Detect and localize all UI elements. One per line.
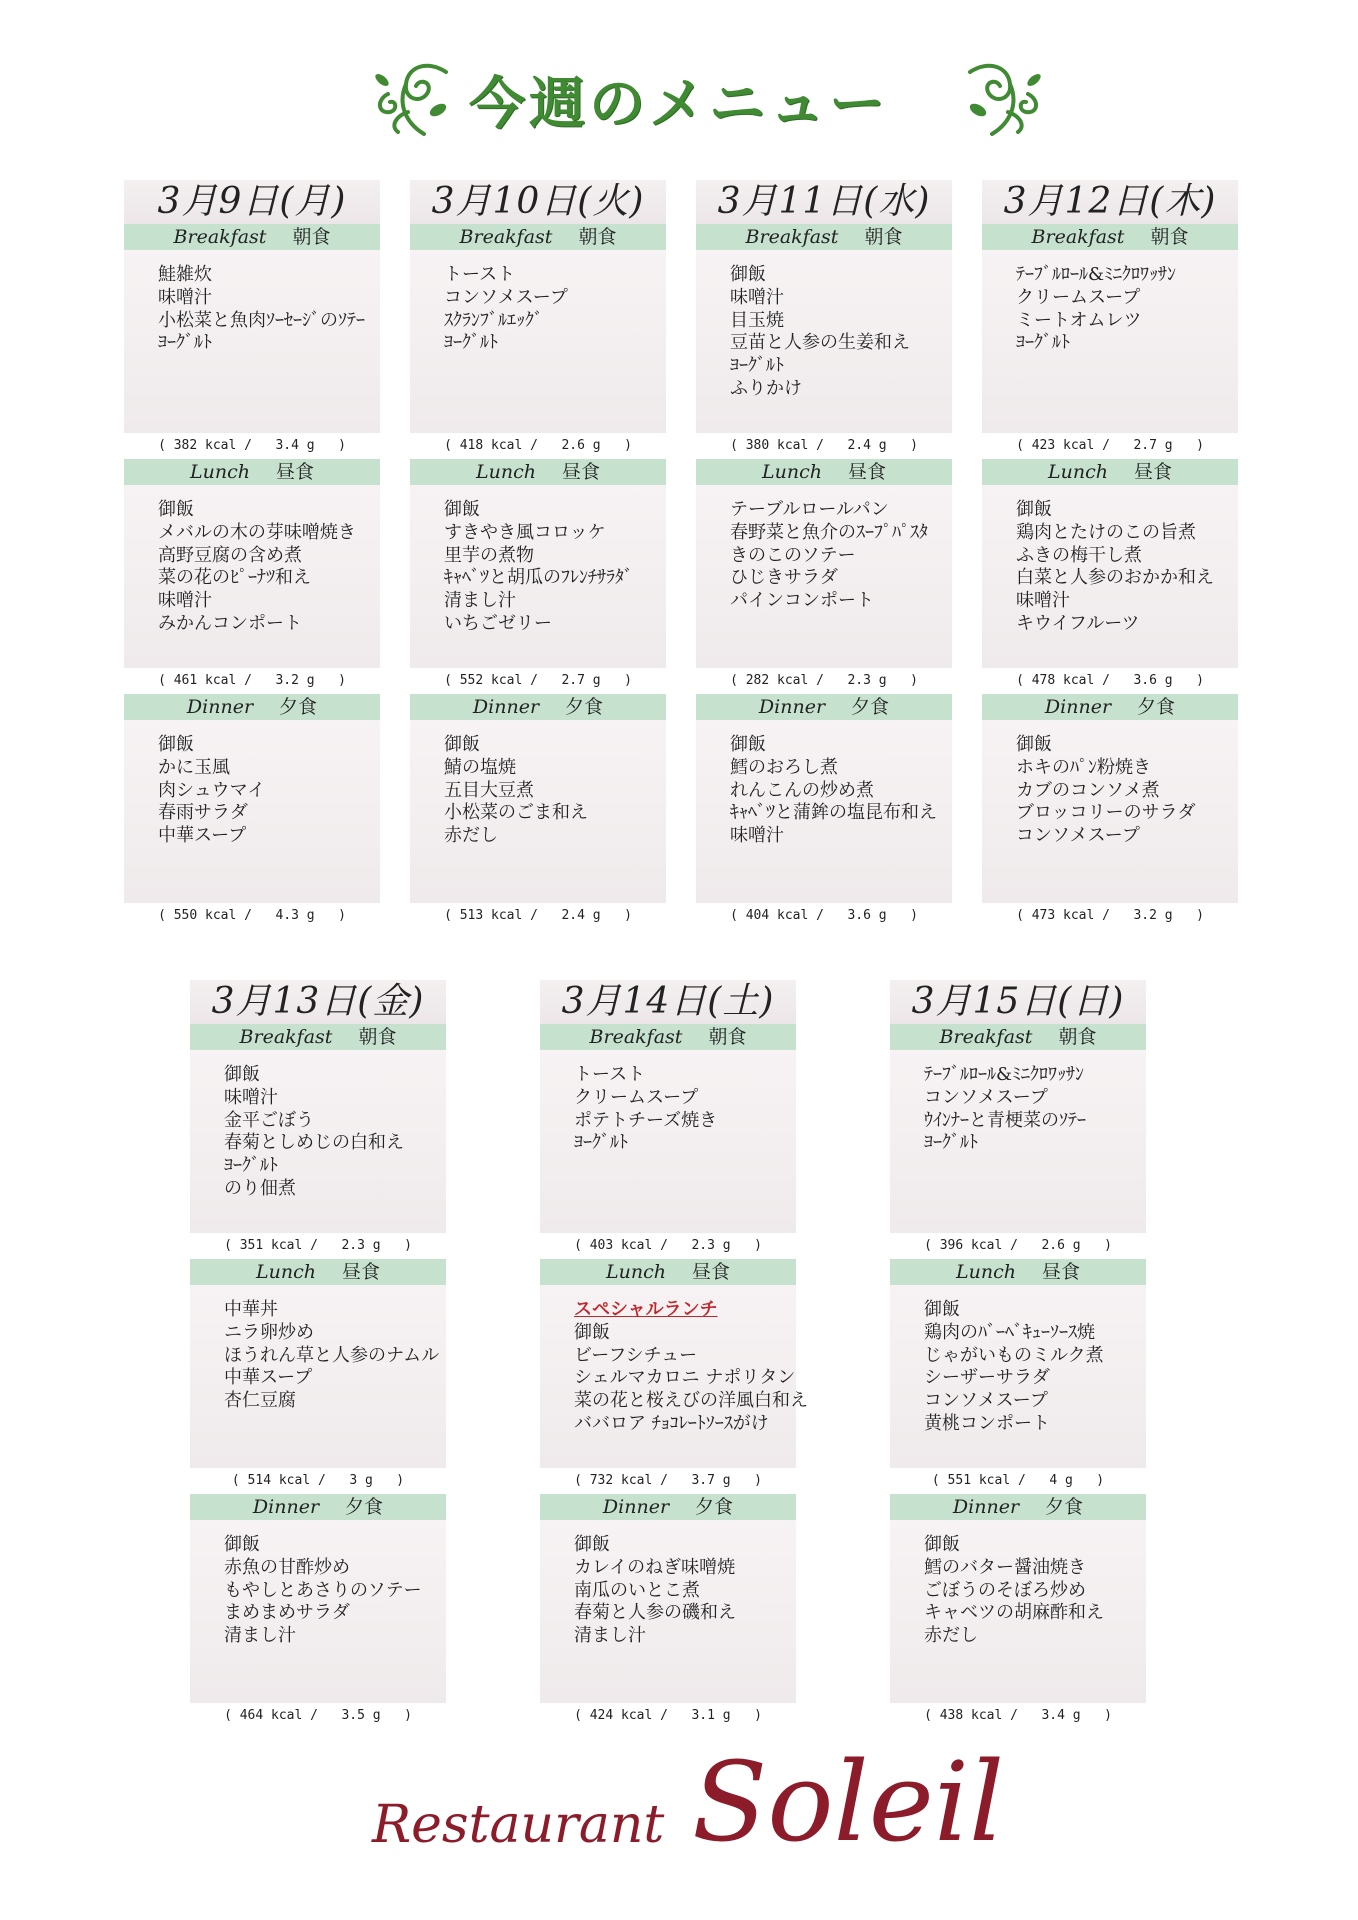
lunch-nutrition: ( 282 kcal / 2.3 g ) xyxy=(730,673,918,688)
dinner-items xyxy=(890,1520,1146,1703)
menu-item: 鶏肉のﾊﾞｰﾍﾞｷｭｰｿｰｽ焼 xyxy=(924,1321,1095,1343)
lunch-nutrition: ( 552 kcal / 2.7 g ) xyxy=(444,673,632,688)
dinner-header xyxy=(696,694,952,720)
menu-item: ニラ卵炒め xyxy=(224,1321,314,1343)
dinner-nutrition: ( 404 kcal / 3.6 g ) xyxy=(730,908,918,923)
menu-item: まめまめサラダ xyxy=(224,1602,350,1624)
menu-item: パインコンポート xyxy=(730,590,874,612)
flourish-right-icon xyxy=(958,52,1048,142)
menu-item: ミートオムレツ xyxy=(1016,309,1142,331)
breakfast-nutrition: ( 418 kcal / 2.6 g ) xyxy=(444,438,632,453)
breakfast-label-en: Breakfast xyxy=(459,226,553,248)
menu-item: 御飯 xyxy=(158,499,194,520)
menu-item: ふきの梅干し煮 xyxy=(1016,544,1142,566)
breakfast-label-jp: 朝食 xyxy=(292,226,331,248)
menu-item: 南瓜のいとこ煮 xyxy=(574,1579,700,1601)
menu-item: ほうれん草と人参のナムル xyxy=(224,1344,440,1366)
kcal-value: 551 xyxy=(947,1473,972,1488)
menu-item: 鱈のおろし煮 xyxy=(730,756,838,778)
breakfast-label-jp: 朝食 xyxy=(708,1026,747,1048)
menu-item: 御飯 xyxy=(158,734,194,755)
lunch-label-en: Lunch xyxy=(956,1261,1016,1283)
day-column xyxy=(982,180,1238,929)
lunch-nutrition: ( 478 kcal / 3.6 g ) xyxy=(1016,673,1204,688)
kcal-value: 380 xyxy=(745,438,770,453)
lunch-label-en: Lunch xyxy=(190,461,250,483)
menu-item: 鯖の塩焼 xyxy=(444,756,516,778)
salt-value: 2.4 xyxy=(561,908,585,923)
menu-item: 味噌汁 xyxy=(730,825,784,847)
dinner-header xyxy=(540,1494,796,1520)
lunch-label-jp: 昼食 xyxy=(691,1261,730,1283)
dinner-items xyxy=(410,720,666,903)
lunch-nutrition: ( 551 kcal / 4 g ) xyxy=(931,1473,1105,1488)
dinner-items xyxy=(982,720,1238,903)
dinner-nutrition: ( 438 kcal / 3.4 g ) xyxy=(924,1708,1112,1723)
menu-item: 御飯 xyxy=(730,734,766,755)
menu-item: 味噌汁 xyxy=(224,1086,278,1108)
dinner-header xyxy=(124,694,380,720)
menu-item: ﾖｰｸﾞﾙﾄ xyxy=(924,1132,978,1154)
kcal-value: 423 xyxy=(1031,438,1056,453)
lunch-label-en: Lunch xyxy=(476,461,536,483)
day-date: 3月10日(火) xyxy=(410,180,666,224)
lunch-label-jp: 昼食 xyxy=(1133,461,1172,483)
menu-item: ﾖｰｸﾞﾙﾄ xyxy=(158,332,212,354)
menu-item: 中華スープ xyxy=(224,1367,313,1389)
breakfast-nutrition: ( 403 kcal / 2.3 g ) xyxy=(574,1238,762,1253)
menu-item: 黄桃コンポート xyxy=(924,1412,1050,1434)
day-column xyxy=(124,180,380,929)
lunch-header xyxy=(190,1259,446,1285)
menu-item: 味噌汁 xyxy=(158,286,212,308)
restaurant-label: Restaurant xyxy=(372,1795,665,1855)
dinner-label-jp: 夕食 xyxy=(695,1496,734,1518)
menu-item: ビーフシチュー xyxy=(574,1344,698,1366)
salt-value: 3.6 xyxy=(1133,673,1157,688)
menu-item: 里芋の煮物 xyxy=(444,544,534,566)
breakfast-label-jp: 朝食 xyxy=(864,226,903,248)
dinner-nutrition: ( 550 kcal / 4.3 g ) xyxy=(158,908,346,923)
salt-value: 2.7 xyxy=(561,673,585,688)
menu-item: 味噌汁 xyxy=(158,590,212,612)
menu-item: 御飯 xyxy=(444,734,480,755)
dinner-label-en: Dinner xyxy=(1044,696,1112,718)
menu-item: 清まし汁 xyxy=(224,1625,296,1647)
breakfast-items xyxy=(190,1050,446,1233)
menu-item: 高野豆腐の含め煮 xyxy=(158,544,302,566)
kcal-value: 403 xyxy=(589,1238,614,1253)
menu-item: 金平ごぼう xyxy=(224,1109,314,1131)
menu-item: クリームスープ xyxy=(574,1086,699,1108)
breakfast-label-jp: 朝食 xyxy=(578,226,617,248)
menu-item: 鮭雑炊 xyxy=(158,264,212,285)
page-title: 今週のメニュー xyxy=(469,71,889,137)
menu-item: 御飯 xyxy=(924,1534,960,1555)
menu-item: ごぼうのそぼろ炒め xyxy=(924,1579,1086,1601)
menu-item: 中華スープ xyxy=(158,825,247,847)
menu-item: ホキのﾊﾟﾝ粉焼き xyxy=(1016,756,1151,778)
menu-item: みかんコンポート xyxy=(158,612,302,634)
breakfast-label-jp: 朝食 xyxy=(358,1026,397,1048)
menu-item: すきやき風コロッケ xyxy=(444,521,606,543)
menu-item: ﾖｰｸﾞﾙﾄ xyxy=(730,355,784,377)
kcal-value: 461 xyxy=(173,673,198,688)
breakfast-label-en: Breakfast xyxy=(239,1026,333,1048)
menu-item: テーブルロールパン xyxy=(730,499,889,520)
menu-item: 春菊としめじの白和え xyxy=(224,1132,404,1154)
lunch-items xyxy=(190,1285,446,1468)
day-date: 3月9日(月) xyxy=(124,180,380,224)
menu-item: ｽｸﾗﾝﾌﾞﾙｴｯｸﾞ xyxy=(444,309,543,331)
menu-item: 赤だし xyxy=(924,1625,978,1647)
breakfast-label-en: Breakfast xyxy=(939,1026,1033,1048)
breakfast-label-en: Breakfast xyxy=(589,1026,683,1048)
salt-value: 2.6 xyxy=(561,438,585,453)
kcal-value: 418 xyxy=(459,438,484,453)
special-lunch-label: スペシャルランチ xyxy=(574,1299,718,1320)
salt-value: 2.3 xyxy=(341,1238,365,1253)
menu-item: 御飯 xyxy=(1016,499,1052,520)
dinner-label-en: Dinner xyxy=(602,1496,670,1518)
menu-item: 赤魚の甘酢炒め xyxy=(224,1556,350,1578)
menu-item: カブのコンソメ煮 xyxy=(1016,779,1160,801)
lunch-label-en: Lunch xyxy=(762,461,822,483)
salt-value: 4.3 xyxy=(275,908,299,923)
salt-value: 3.4 xyxy=(275,438,299,453)
breakfast-items xyxy=(696,250,952,433)
menu-item: じゃがいものミルク煮 xyxy=(924,1344,1104,1366)
dinner-label-en: Dinner xyxy=(952,1496,1020,1518)
menu-item: クリームスープ xyxy=(1016,286,1141,308)
dinner-header xyxy=(890,1494,1146,1520)
lunch-label-jp: 昼食 xyxy=(847,461,886,483)
kcal-value: 404 xyxy=(745,908,770,923)
lunch-label-jp: 昼食 xyxy=(1041,1261,1080,1283)
menu-item: 小松菜と魚肉ｿｰｾｰｼﾞのｿﾃｰ xyxy=(158,309,365,331)
kcal-value: 424 xyxy=(589,1708,614,1723)
menu-item: 菜の花のﾋﾟｰﾅﾂ和え xyxy=(158,567,311,589)
breakfast-header xyxy=(540,1024,796,1050)
kcal-value: 464 xyxy=(239,1708,264,1723)
menu-item: コンソメスープ xyxy=(924,1086,1048,1108)
menu-item: コンソメスープ xyxy=(1016,825,1140,847)
day-column xyxy=(696,180,952,929)
breakfast-items xyxy=(124,250,380,433)
menu-item: トースト xyxy=(444,264,516,285)
breakfast-header xyxy=(890,1024,1146,1050)
breakfast-items xyxy=(982,250,1238,433)
menu-item: コンソメスープ xyxy=(924,1390,1048,1412)
kcal-value: 513 xyxy=(459,908,484,923)
lunch-header xyxy=(124,459,380,485)
lunch-label-en: Lunch xyxy=(1048,461,1108,483)
lunch-nutrition: ( 461 kcal / 3.2 g ) xyxy=(158,673,346,688)
breakfast-nutrition: ( 396 kcal / 2.6 g ) xyxy=(924,1238,1112,1253)
kcal-value: 396 xyxy=(939,1238,964,1253)
breakfast-header xyxy=(410,224,666,250)
lunch-header xyxy=(982,459,1238,485)
menu-item: ブロッコリーのサラダ xyxy=(1016,802,1196,824)
dinner-header xyxy=(190,1494,446,1520)
kcal-value: 473 xyxy=(1031,908,1056,923)
dinner-label-jp: 夕食 xyxy=(1137,696,1176,718)
day-column xyxy=(410,180,666,929)
menu-item: ﾖｰｸﾞﾙﾄ xyxy=(1016,332,1070,354)
menu-item: 御飯 xyxy=(444,499,480,520)
salt-value: 2.3 xyxy=(847,673,871,688)
menu-item: ババロア ﾁｮｺﾚｰﾄｿｰｽがけ xyxy=(574,1412,769,1434)
menu-item: 春野菜と魚介のｽｰﾌﾟﾊﾟｽﾀ xyxy=(730,521,928,543)
menu-item: ひじきサラダ xyxy=(730,567,838,589)
dinner-label-jp: 夕食 xyxy=(565,696,604,718)
day-date: 3月13日(金) xyxy=(190,980,446,1024)
day-date: 3月11日(水) xyxy=(696,180,952,224)
breakfast-header xyxy=(124,224,380,250)
dinner-label-en: Dinner xyxy=(758,696,826,718)
kcal-value: 382 xyxy=(173,438,198,453)
menu-item: 春雨サラダ xyxy=(158,802,248,824)
kcal-value: 351 xyxy=(239,1238,264,1253)
salt-value: 3.2 xyxy=(1133,908,1157,923)
kcal-value: 550 xyxy=(173,908,198,923)
menu-item: ポテトチーズ焼き xyxy=(574,1109,718,1131)
lunch-label-jp: 昼食 xyxy=(275,461,314,483)
menu-item: 御飯 xyxy=(730,264,766,285)
kcal-value: 478 xyxy=(1031,673,1056,688)
menu-item: 白菜と人参のおかか和え xyxy=(1016,567,1214,589)
salt-value: 3.5 xyxy=(341,1708,365,1723)
breakfast-nutrition: ( 351 kcal / 2.3 g ) xyxy=(224,1238,412,1253)
dinner-label-jp: 夕食 xyxy=(279,696,318,718)
menu-item: キャベツの胡麻酢和え xyxy=(924,1602,1104,1624)
breakfast-header xyxy=(696,224,952,250)
day-column xyxy=(890,980,1146,1729)
menu-item: ﾖｰｸﾞﾙﾄ xyxy=(444,332,498,354)
menu-item: ふりかけ xyxy=(730,377,802,399)
day-date: 3月14日(土) xyxy=(540,980,796,1024)
dinner-nutrition: ( 473 kcal / 3.2 g ) xyxy=(1016,908,1204,923)
dinner-nutrition: ( 513 kcal / 2.4 g ) xyxy=(444,908,632,923)
menu-item: 肉シュウマイ xyxy=(158,779,266,801)
lunch-header xyxy=(540,1259,796,1285)
dinner-nutrition: ( 464 kcal / 3.5 g ) xyxy=(224,1708,412,1723)
dinner-items xyxy=(124,720,380,903)
day-date: 3月12日(木) xyxy=(982,180,1238,224)
dinner-items xyxy=(190,1520,446,1703)
menu-item: 赤だし xyxy=(444,825,498,847)
salt-value: 3.2 xyxy=(275,673,299,688)
lunch-items xyxy=(410,485,666,668)
lunch-header xyxy=(890,1259,1146,1285)
dinner-header xyxy=(982,694,1238,720)
menu-item: 御飯 xyxy=(574,1534,610,1555)
salt-value: 4 xyxy=(1049,1473,1058,1488)
menu-item: 五目大豆煮 xyxy=(444,779,534,801)
menu-item: トースト xyxy=(574,1064,646,1085)
menu-item: かに玉風 xyxy=(158,756,230,778)
breakfast-header xyxy=(190,1024,446,1050)
salt-value: 3.7 xyxy=(691,1473,715,1488)
salt-value: 3.6 xyxy=(847,908,871,923)
breakfast-items xyxy=(890,1050,1146,1233)
kcal-value: 438 xyxy=(939,1708,964,1723)
restaurant-name: Soleil xyxy=(692,1738,1005,1866)
menu-item: ｷｬﾍﾞﾂと胡瓜のﾌﾚﾝﾁｻﾗﾀﾞ xyxy=(444,567,633,589)
menu-item: 春菊と人参の磯和え xyxy=(574,1602,736,1624)
menu-item: 味噌汁 xyxy=(730,286,784,308)
menu-item: ﾖｰｸﾞﾙﾄ xyxy=(574,1132,628,1154)
menu-item: 清まし汁 xyxy=(574,1625,646,1647)
menu-item: れんこんの炒め煮 xyxy=(730,779,874,801)
day-date: 3月15日(日) xyxy=(890,980,1146,1024)
lunch-items xyxy=(540,1285,808,1468)
menu-item: 杏仁豆腐 xyxy=(224,1390,296,1412)
salt-value: 3 xyxy=(349,1473,358,1488)
menu-item: カレイのねぎ味噌焼 xyxy=(574,1556,736,1578)
menu-item: 御飯 xyxy=(1016,734,1052,755)
breakfast-label-en: Breakfast xyxy=(1031,226,1125,248)
dinner-label-en: Dinner xyxy=(472,696,540,718)
menu-item: メバルの木の芽味噌焼き xyxy=(158,521,356,543)
dinner-label-jp: 夕食 xyxy=(345,1496,384,1518)
kcal-value: 282 xyxy=(745,673,770,688)
menu-item: きのこのソテー xyxy=(730,544,856,566)
dinner-header xyxy=(410,694,666,720)
lunch-items xyxy=(696,485,952,668)
menu-item: 菜の花と桜えびの洋風白和え xyxy=(574,1390,808,1412)
day-column xyxy=(190,980,446,1729)
lunch-items xyxy=(124,485,380,668)
salt-value: 2.7 xyxy=(1133,438,1157,453)
menu-item: 清まし汁 xyxy=(444,590,516,612)
breakfast-nutrition: ( 423 kcal / 2.7 g ) xyxy=(1016,438,1204,453)
menu-item: シーザーサラダ xyxy=(924,1367,1050,1389)
salt-value: 2.3 xyxy=(691,1238,715,1253)
menu-item: 御飯 xyxy=(574,1321,610,1343)
breakfast-nutrition: ( 380 kcal / 2.4 g ) xyxy=(730,438,918,453)
menu-item: 御飯 xyxy=(224,1534,260,1555)
lunch-label-jp: 昼食 xyxy=(341,1261,380,1283)
menu-item: 御飯 xyxy=(924,1299,960,1320)
dinner-label-jp: 夕食 xyxy=(851,696,890,718)
kcal-value: 514 xyxy=(247,1473,272,1488)
menu-item: もやしとあさりのソテー xyxy=(224,1579,422,1601)
dinner-label-en: Dinner xyxy=(186,696,254,718)
salt-value: 3.1 xyxy=(691,1708,715,1723)
dinner-items xyxy=(540,1520,796,1703)
breakfast-label-en: Breakfast xyxy=(173,226,267,248)
menu-item: ﾃｰﾌﾞﾙﾛｰﾙ&ﾐﾆｸﾛﾜｯｻﾝ xyxy=(1016,264,1177,285)
menu-item: コンソメスープ xyxy=(444,286,568,308)
menu-item: 鱈のバター醤油焼き xyxy=(924,1556,1086,1578)
lunch-label-en: Lunch xyxy=(606,1261,666,1283)
salt-value: 2.6 xyxy=(1041,1238,1065,1253)
menu-item: ﾖｰｸﾞﾙﾄ xyxy=(224,1155,278,1177)
breakfast-items xyxy=(410,250,666,433)
menu-item: ｷｬﾍﾞﾂと蒲鉾の塩昆布和え xyxy=(730,802,937,824)
menu-item: のり佃煮 xyxy=(224,1177,296,1199)
breakfast-items xyxy=(540,1050,796,1233)
dinner-label-jp: 夕食 xyxy=(1045,1496,1084,1518)
menu-item: キウイフルーツ xyxy=(1016,612,1140,634)
lunch-nutrition: ( 514 kcal / 3 g ) xyxy=(231,1473,405,1488)
menu-item: いちごゼリー xyxy=(444,612,552,634)
breakfast-label-jp: 朝食 xyxy=(1150,226,1189,248)
breakfast-nutrition: ( 382 kcal / 3.4 g ) xyxy=(158,438,346,453)
kcal-value: 552 xyxy=(459,673,484,688)
menu-item: 小松菜のごま和え xyxy=(444,802,588,824)
lunch-items xyxy=(890,1285,1146,1468)
lunch-label-en: Lunch xyxy=(256,1261,316,1283)
salt-value: 3.4 xyxy=(1041,1708,1065,1723)
dinner-nutrition: ( 424 kcal / 3.1 g ) xyxy=(574,1708,762,1723)
day-column xyxy=(540,980,808,1729)
lunch-items xyxy=(982,485,1238,668)
menu-item: 鶏肉とたけのこの旨煮 xyxy=(1016,521,1196,543)
menu-item: 中華丼 xyxy=(224,1299,278,1320)
page-header xyxy=(0,52,1358,142)
lunch-header xyxy=(696,459,952,485)
menu-item: ﾃｰﾌﾞﾙﾛｰﾙ&ﾐﾆｸﾛﾜｯｻﾝ xyxy=(924,1064,1085,1085)
lunch-label-jp: 昼食 xyxy=(561,461,600,483)
lunch-nutrition: ( 732 kcal / 3.7 g ) xyxy=(574,1473,762,1488)
menu-item: シェルマカロニ ナポリタン xyxy=(574,1367,796,1389)
dinner-label-en: Dinner xyxy=(252,1496,320,1518)
menu-item: 豆苗と人参の生姜和え xyxy=(730,332,910,354)
breakfast-header xyxy=(982,224,1238,250)
menu-item: 目玉焼 xyxy=(730,309,784,331)
menu-item: 味噌汁 xyxy=(1016,590,1070,612)
menu-item: ｳｲﾝﾅｰと青梗菜のｿﾃｰ xyxy=(924,1109,1086,1131)
dinner-items xyxy=(696,720,952,903)
breakfast-label-jp: 朝食 xyxy=(1058,1026,1097,1048)
kcal-value: 732 xyxy=(589,1473,614,1488)
salt-value: 2.4 xyxy=(847,438,871,453)
menu-item: 御飯 xyxy=(224,1064,260,1085)
lunch-header xyxy=(410,459,666,485)
breakfast-label-en: Breakfast xyxy=(745,226,839,248)
